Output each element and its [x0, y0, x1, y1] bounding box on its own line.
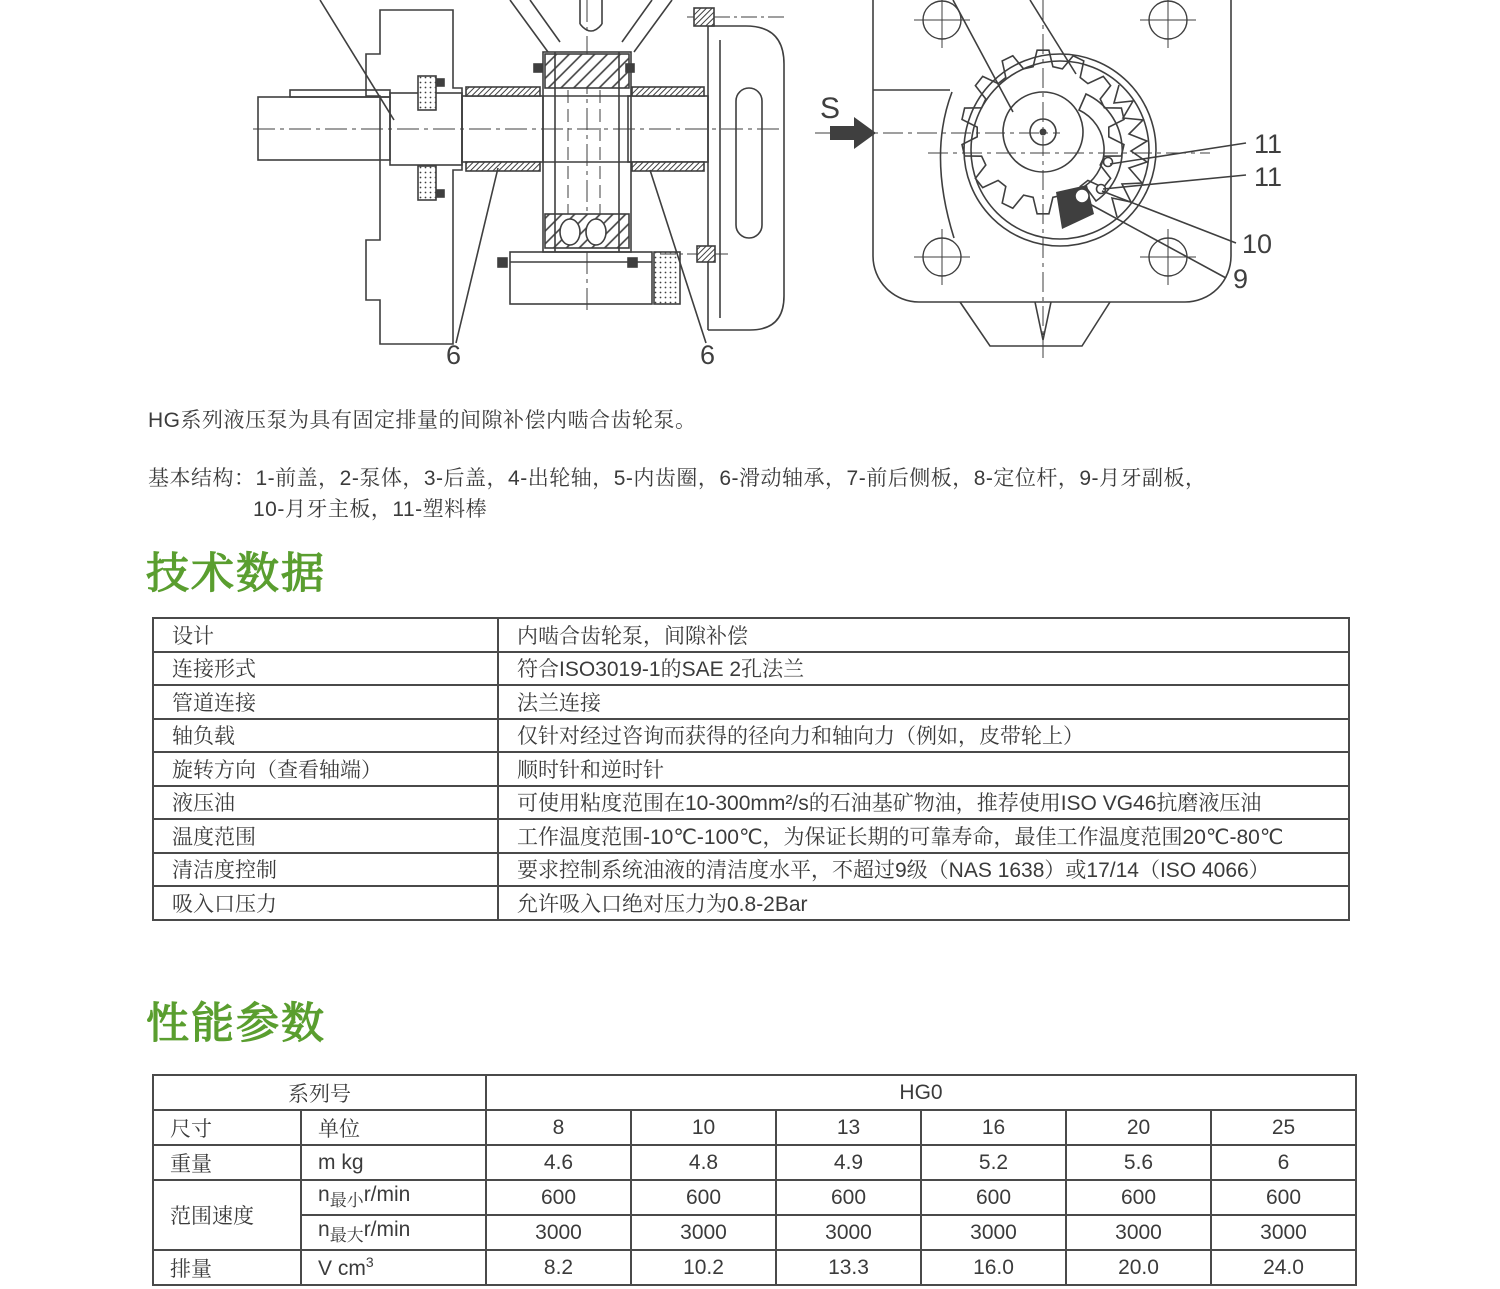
table-row [153, 1145, 1356, 1180]
weight-value: 6 [1211, 1145, 1356, 1180]
table-row [153, 1180, 1356, 1215]
speed-max-value: 3000 [776, 1215, 921, 1250]
leader-11a [1110, 143, 1246, 164]
leader-9 [1086, 202, 1226, 278]
weight-value: 4.8 [631, 1145, 776, 1180]
speed-max-unit: $n_{最大}r/\min$ [301, 1215, 486, 1250]
table-row [153, 618, 1349, 652]
table-row [153, 652, 1349, 686]
sectional-view-diagram [248, 0, 788, 370]
performance-heading: 性能参数 [146, 1000, 326, 1048]
table-row [153, 853, 1349, 887]
pump-bore [964, 54, 1156, 246]
crescent-pin [1075, 189, 1089, 203]
leader-10 [1102, 191, 1236, 243]
table-row [153, 786, 1349, 820]
callout-6-left: 6 [446, 340, 462, 370]
tech-label: 吸入口压力 [153, 886, 498, 920]
speed-min-value: 600 [486, 1180, 631, 1215]
leader-bearing-left [456, 168, 498, 343]
speed-max-value: 3000 [921, 1215, 1066, 1250]
performance-table [152, 1074, 1357, 1286]
weight-unit: m kg [301, 1145, 486, 1180]
shaft-seal [418, 76, 444, 200]
table-row [153, 1110, 1356, 1145]
unit-label: 单位 [301, 1110, 486, 1145]
front-cover-flange [366, 10, 462, 344]
displacement-value: 24.0 [1211, 1250, 1356, 1285]
bottom-mount-block [510, 252, 680, 304]
intro-paragraph: HG系列液压泵为具有固定排量的间隙补偿内啮合齿轮泵。 [148, 409, 697, 432]
tech-label: 管道连接 [153, 685, 498, 719]
displacement-value: 8.2 [486, 1250, 631, 1285]
structure-line-1: 基本结构：1-前盖，2-泵体，3-后盖，4-出轮轴，5-内齿圈，6-滑动轴承，7-前后侧板，8-定位杆，9-月牙副板， [148, 467, 1207, 490]
weight-value: 4.6 [486, 1145, 631, 1180]
displacement-unit: V $cm^3$ [301, 1250, 486, 1285]
series-model: HG0 [486, 1075, 1356, 1110]
speed-min-value: 600 [1066, 1180, 1211, 1215]
tech-value: 符合ISO3019-1的SAE 2孔法兰 [498, 652, 1349, 686]
callout-11a: 11 [1254, 129, 1283, 159]
table-row [153, 819, 1349, 853]
size-value: 20 [1066, 1110, 1211, 1145]
size-value: 25 [1211, 1110, 1356, 1145]
leader-11b [1103, 175, 1246, 189]
callout-9: 9 [1233, 264, 1249, 294]
displacement-value: 13.3 [776, 1250, 921, 1285]
front-view-diagram [810, 0, 1290, 358]
size-value: 16 [921, 1110, 1066, 1145]
tech-label: 设计 [153, 618, 498, 652]
displacement-value: 16.0 [921, 1250, 1066, 1285]
table-row [153, 886, 1349, 920]
structure-line-2: 10-月牙主板，11-塑料棒 [253, 498, 488, 521]
tech-value: 仅针对经过咨询而获得的径向力和轴向力（例如，皮带轮上） [498, 719, 1349, 753]
table-row [153, 685, 1349, 719]
table-row [153, 1075, 1356, 1110]
displacement-label: 排量 [153, 1250, 301, 1285]
tech-label: 连接形式 [153, 652, 498, 686]
tech-value: 可使用粘度范围在10-300mm²/s的石油基矿物油，推荐使用ISO VG46抗磨液压油 [498, 786, 1349, 820]
speed-max-value: 3000 [486, 1215, 631, 1250]
speed-min-unit: $n_{最小}r/\min$ [301, 1180, 486, 1215]
tech-value: 允许吸入口绝对压力为0.8-2Bar [498, 886, 1349, 920]
weight-value: 5.6 [1066, 1145, 1211, 1180]
callout-10: 10 [1242, 229, 1273, 259]
callout-6-right: 6 [700, 340, 716, 370]
weight-label: 重量 [153, 1145, 301, 1180]
structure-paragraph [148, 463, 1207, 525]
size-value: 13 [776, 1110, 921, 1145]
callout-11b: 11 [1254, 162, 1283, 192]
table-row [153, 752, 1349, 786]
weight-value: 5.2 [921, 1145, 1066, 1180]
speed-min-value: 600 [631, 1180, 776, 1215]
displacement-value: 10.2 [631, 1250, 776, 1285]
size-value: 10 [631, 1110, 776, 1145]
top-port-funnel [510, 0, 672, 52]
tech-value: 工作温度范围-10℃-100℃，为保证长期的可靠寿命，最佳工作温度范围20℃-80℃ [498, 819, 1349, 853]
tech-label: 液压油 [153, 786, 498, 820]
displacement-value: 20.0 [1066, 1250, 1211, 1285]
speed-min-value: 600 [921, 1180, 1066, 1215]
tech-label: 旋转方向（查看轴端） [153, 752, 498, 786]
speed-min-value: 600 [776, 1180, 921, 1215]
size-label: 尺寸 [153, 1110, 301, 1145]
suction-label: S [820, 92, 841, 125]
gear-set-section [498, 52, 637, 267]
plastic-rod-a [1104, 158, 1113, 167]
tech-data-heading: 技术数据 [146, 550, 326, 598]
series-label: 系列号 [153, 1075, 486, 1110]
housing-inner-contour [940, 92, 954, 238]
tech-value: 内啮合齿轮泵，间隙补偿 [498, 618, 1349, 652]
leader-top [320, 0, 394, 120]
mounting-bolt-holes [914, 0, 1196, 285]
speed-max-value: 3000 [1211, 1215, 1356, 1250]
bottom-port-boss [960, 302, 1110, 346]
tech-value: 顺时针和逆时针 [498, 752, 1349, 786]
table-row [153, 1250, 1356, 1285]
tech-label: 轴负载 [153, 719, 498, 753]
tech-label: 温度范围 [153, 819, 498, 853]
tech-data-table [152, 617, 1350, 921]
speed-min-value: 600 [1211, 1180, 1356, 1215]
size-value: 8 [486, 1110, 631, 1145]
drive-shaft [258, 90, 708, 165]
weight-value: 4.9 [776, 1145, 921, 1180]
tech-value: 法兰连接 [498, 685, 1349, 719]
table-row [153, 719, 1349, 753]
speed-range-label: 范围速度 [153, 1180, 301, 1250]
speed-max-value: 3000 [1066, 1215, 1211, 1250]
speed-max-value: 3000 [631, 1215, 776, 1250]
tech-value: 要求控制系统油液的清洁度水平，不超过9级（NAS 1638）或17/14（ISO 4066） [498, 853, 1349, 887]
table-row [153, 1215, 1356, 1250]
tech-label: 清洁度控制 [153, 853, 498, 887]
